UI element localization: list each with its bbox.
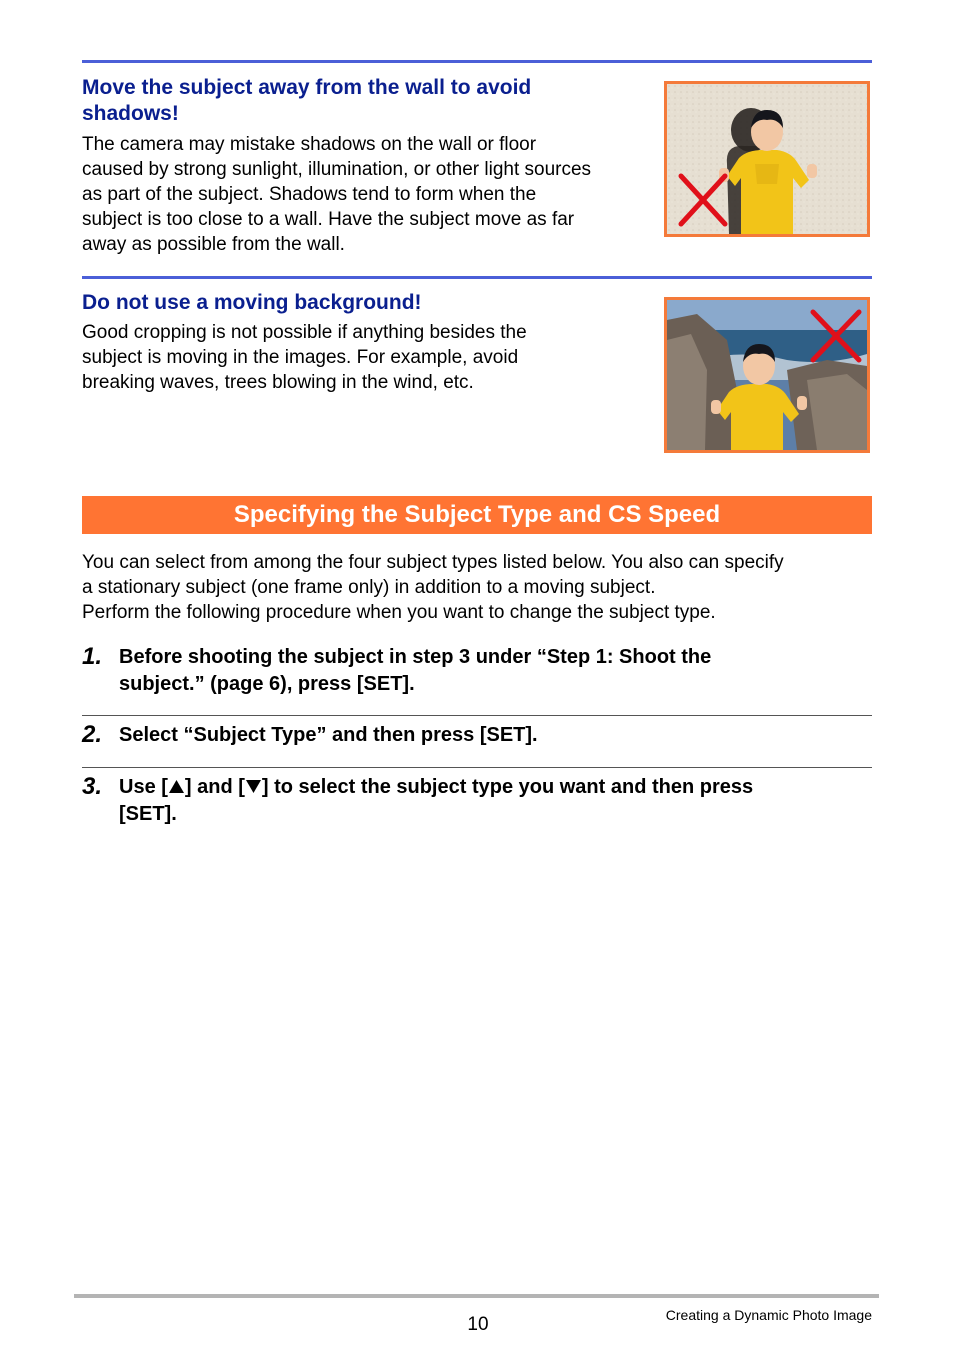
tip-body — [82, 132, 652, 257]
step-number: 1. — [82, 643, 103, 670]
step-line — [119, 774, 859, 801]
tip-title-line: shadows! — [82, 102, 179, 125]
tip-body-line: breaking waves, trees blowing in the wind, etc. — [82, 372, 474, 393]
footer-chapter-title: Creating a Dynamic Photo Image — [665, 1307, 872, 1323]
step-number: 2. — [82, 721, 103, 748]
step-line: Before shooting the subject in step 3 under “Step 1: Shoot the — [119, 646, 712, 668]
tip-body-line: as part of the subject. Shadows tend to form when the — [82, 184, 537, 205]
tip-body-line: The camera may mistake shadows on the wall or floor — [82, 134, 537, 155]
tip-body-line: subject is moving in the images. For example, avoid — [82, 347, 519, 368]
intro-line: You can select from among the four subject types listed below. You also can specify — [82, 552, 784, 573]
tip-divider — [82, 60, 872, 63]
section-intro — [82, 550, 872, 625]
footer-rule — [74, 1294, 879, 1298]
tip-body-line: Good cropping is not possible if anything besides the — [82, 322, 527, 343]
up-triangle-icon — [168, 779, 185, 794]
step-number: 3. — [82, 773, 103, 800]
tip-divider — [82, 276, 872, 279]
tip-body-line: subject is too close to a wall. Have the subject move as far — [82, 209, 575, 230]
tip-body-line: caused by strong sunlight, illumination, or other light sources — [82, 159, 592, 180]
step-line: subject.” (page 6), press [SET]. — [119, 673, 415, 695]
tip-body — [82, 320, 652, 395]
step-text — [119, 774, 859, 828]
step-text-segment: ] and [ — [184, 776, 245, 798]
tip-title — [82, 75, 642, 127]
down-triangle-icon — [245, 779, 262, 794]
intro-line: a stationary subject (one frame only) in addition to a moving subject. — [82, 577, 656, 598]
step-line: Select “Subject Type” and then press [SET]. — [119, 724, 538, 746]
moving-background-example-photo — [664, 297, 870, 453]
page-number: 10 — [467, 1314, 489, 1335]
step-text — [119, 722, 859, 749]
tip-body-line: away as possible from the wall. — [82, 234, 345, 255]
section-heading: Specifying the Subject Type and CS Speed — [82, 496, 872, 534]
tip-title: Do not use a moving background! — [82, 291, 422, 314]
step-text-segment: Use [ — [119, 776, 168, 798]
wall-shadow-example-photo — [664, 81, 870, 237]
intro-line: Perform the following procedure when you want to change the subject type. — [82, 602, 716, 623]
step-divider — [82, 715, 872, 716]
step-text — [119, 644, 859, 698]
step-divider — [82, 767, 872, 768]
step-line: [SET]. — [119, 803, 177, 825]
step-text-segment: ] to select the subject type you want and then press — [261, 776, 754, 798]
tip-title-line: Move the subject away from the wall to avoid — [82, 76, 532, 99]
